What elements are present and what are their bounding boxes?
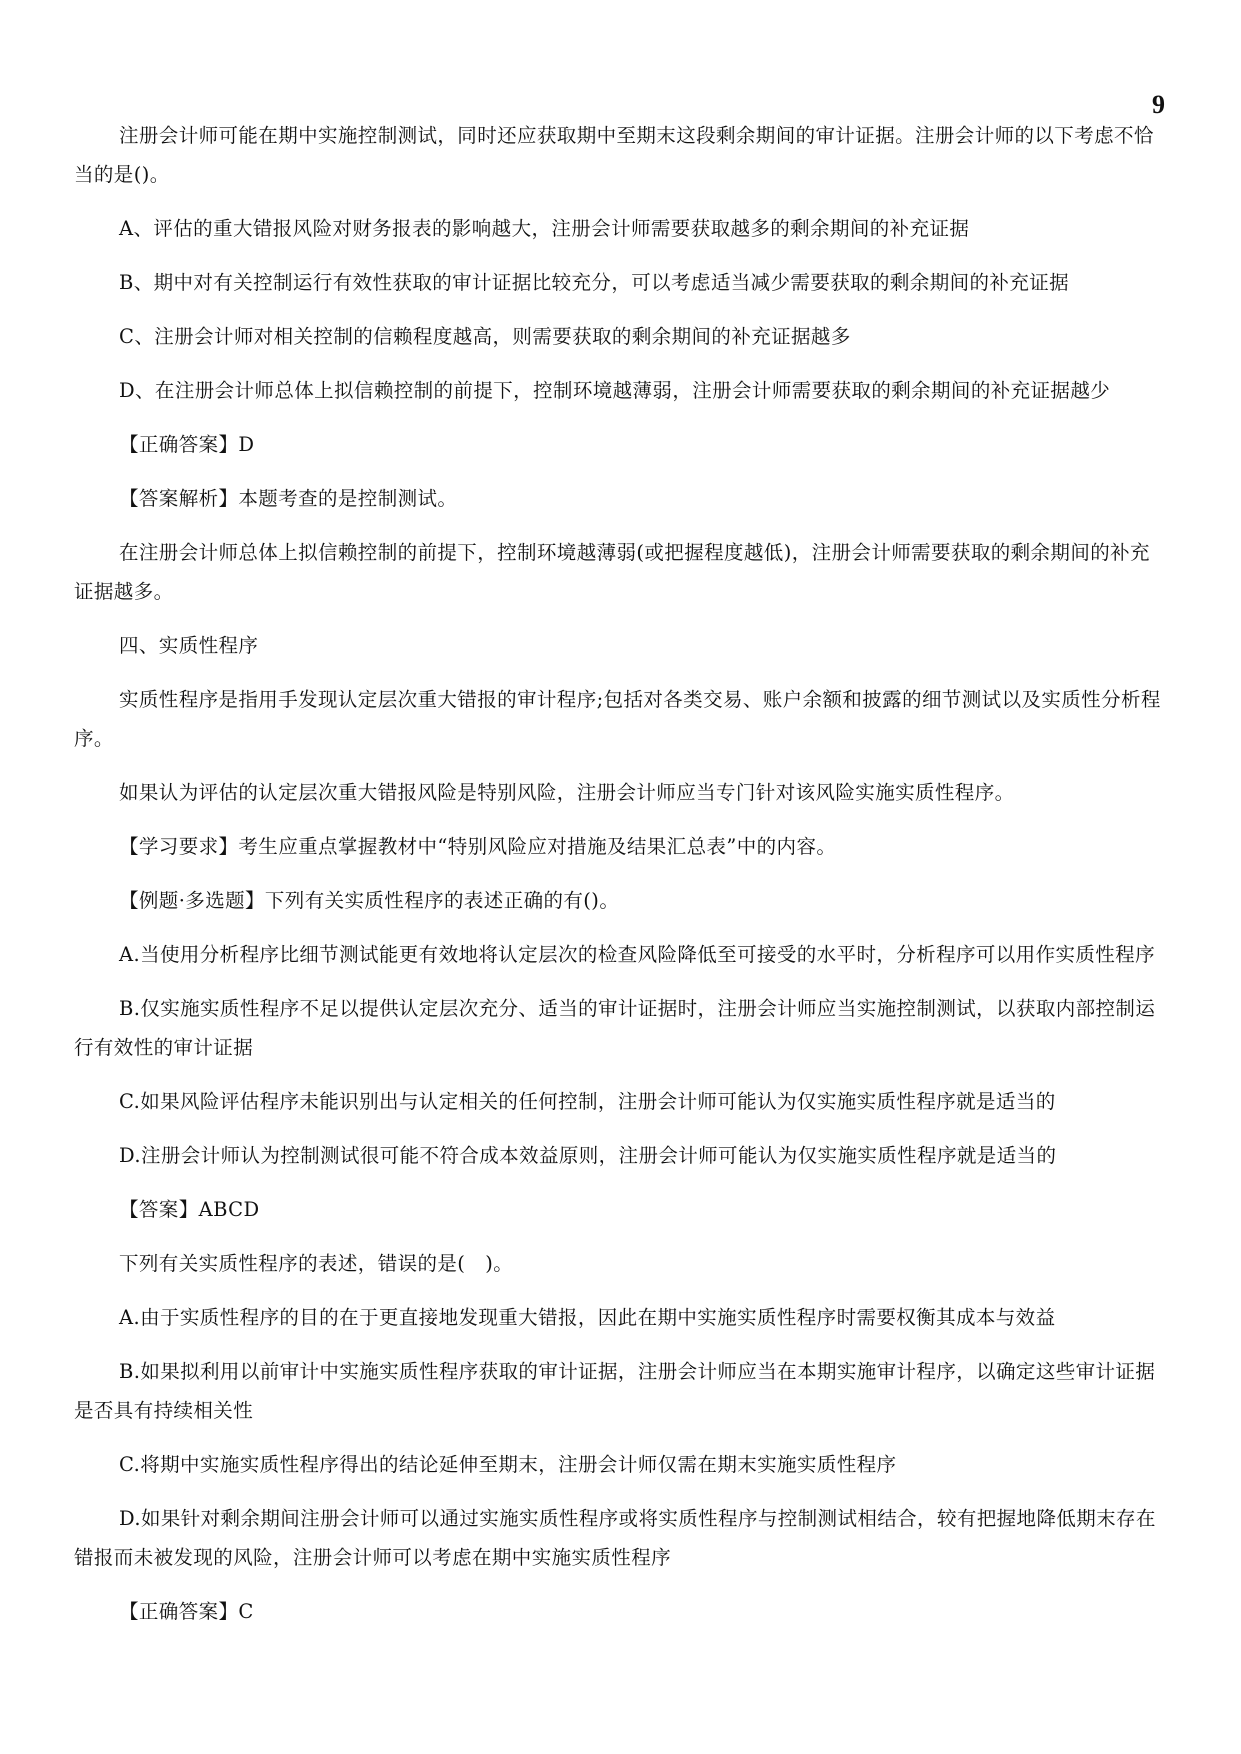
answer-analysis: 【答案解析】本题考查的是控制测试。 [119,487,458,510]
correct-answer: 【正确答案】D [119,433,255,456]
section-heading: 四、实质性程序 [119,634,259,657]
example-option-c: C.如果风险评估程序未能识别出与认定相关的任何控制，注册会计师可能认为仅实施实质性程序就是适当的 [119,1090,1056,1113]
question-2-stem: 下列有关实质性程序的表述，错误的是( )。 [119,1252,514,1275]
study-requirement: 【学习要求】考生应重点掌握教材中“特别风险应对措施及结果汇总表”中的内容。 [119,835,837,858]
option-d: D、在注册会计师总体上拟信赖控制的前提下，控制环境越薄弱，注册会计师需要获取的剩余期间的补充证据越少 [119,379,1111,402]
example-answer: 【答案】ABCD [119,1198,260,1221]
question-2-option-a: A.由于实质性程序的目的在于更直接地发现重大错报，因此在期中实施实质性程序时需要权衡其成本与效益 [119,1306,1056,1329]
question-2-option-d: D.如果针对剩余期间注册会计师可以通过实施实质性程序或将实质性程序与控制测试相结合，较有把握地降低期末存在错报而未被发现的风险，注册会计师可以考虑在期中实施实质性程序 [74,1507,1156,1569]
analysis-text: 在注册会计师总体上拟信赖控制的前提下，控制环境越薄弱(或把握程度越低)，注册会计师需要获取的剩余期间的补充证据越多。 [74,541,1150,603]
page-number: 9 [1152,90,1165,119]
option-a: A、评估的重大错报风险对财务报表的影响越大，注册会计师需要获取越多的剩余期间的补充证据 [119,217,970,240]
question-2-answer: 【正确答案】C [119,1600,254,1623]
body-paragraph: 实质性程序是指用手发现认定层次重大错报的审计程序;包括对各类交易、账户余额和披露的细节测试以及实质性分析程序。 [74,688,1161,750]
question-2-option-c: C.将期中实施实质性程序得出的结论延伸至期末，注册会计师仅需在期末实施实质性程序 [119,1453,897,1476]
option-b: B、期中对有关控制运行有效性获取的审计证据比较充分，可以考虑适当减少需要获取的剩余期间的补充证据 [119,271,1070,294]
question-stem: 注册会计师可能在期中实施控制测试，同时还应获取期中至期末这段剩余期间的审计证据。注册会计师的以下考虑不恰当的是()。 [74,124,1154,186]
example-option-b: B.仅实施实质性程序不足以提供认定层次充分、适当的审计证据时，注册会计师应当实施控制测试，以获取内部控制运行有效性的审计证据 [74,997,1156,1059]
question-2-option-b: B.如果拟利用以前审计中实施实质性程序获取的审计证据，注册会计师应当在本期实施审计程序，以确定这些审计证据是否具有持续相关性 [74,1360,1156,1422]
example-option-d: D.注册会计师认为控制测试很可能不符合成本效益原则，注册会计师可能认为仅实施实质性程序就是适当的 [119,1144,1057,1167]
option-c: C、注册会计师对相关控制的信赖程度越高，则需要获取的剩余期间的补充证据越多 [119,325,851,348]
body-paragraph: 如果认为评估的认定层次重大错报风险是特别风险，注册会计师应当专门针对该风险实施实质性程序。 [119,781,1015,804]
example-question-stem: 【例题·多选题】下列有关实质性程序的表述正确的有()。 [119,889,620,912]
page-body [74,116,1168,1646]
example-option-a: A.当使用分析程序比细节测试能更有效地将认定层次的检查风险降低至可接受的水平时，分析程序可以用作实质性程序 [119,943,1155,966]
